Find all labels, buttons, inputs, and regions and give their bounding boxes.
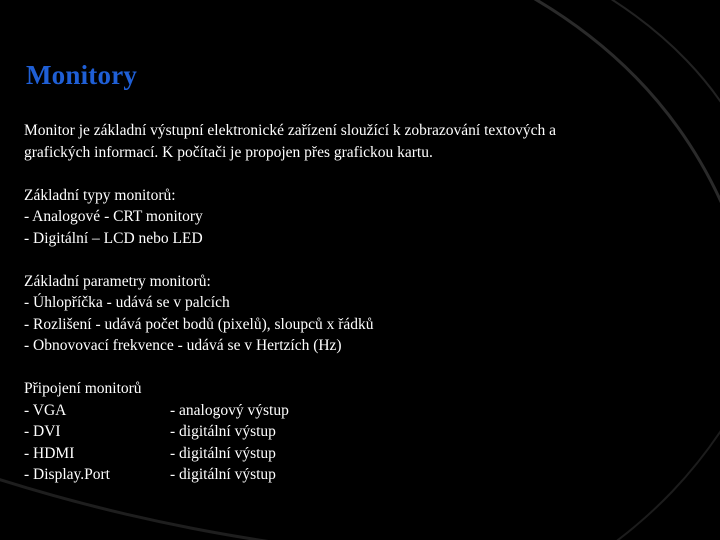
list-item: - Obnovovací frekvence - udává se v Hertzích (Hz)	[24, 337, 342, 354]
connection-port: - DVI	[24, 423, 61, 440]
connection-port: - Display.Port	[24, 466, 110, 483]
connection-type: - analogový výstup	[170, 401, 289, 419]
connection-port: - HDMI	[24, 444, 75, 462]
connections-table	[24, 400, 664, 486]
list-item: - Rozlišení - udává počet bodů (pixelů), sloupců x řádků	[24, 315, 374, 333]
monitor-params-section	[24, 271, 664, 357]
connections-section	[24, 378, 664, 486]
intro-term: Monitor	[24, 122, 75, 139]
connection-port: - VGA	[24, 401, 67, 419]
list-item: - Analogové - CRT monitory	[24, 208, 203, 225]
slide-body	[24, 120, 664, 486]
connection-type: - digitální výstup	[170, 444, 276, 462]
intro-line2: grafických informací. K počítači je propojen přes grafickou kartu.	[24, 143, 433, 161]
list-item: - Úhlopříčka - udává se v palcích	[24, 294, 230, 311]
spacer	[24, 249, 664, 271]
slide-title: Monitory	[26, 60, 138, 90]
intro-paragraph	[24, 120, 664, 163]
section-heading: Základní parametry monitorů:	[24, 272, 211, 290]
spacer	[24, 357, 664, 379]
connection-type: - digitální výstup	[170, 423, 276, 440]
monitor-types-section	[24, 185, 664, 250]
intro-line1: je základní výstupní elektronické zařízení sloužící k zobrazování textových a	[74, 122, 556, 139]
list-item: - Digitální – LCD nebo LED	[24, 229, 203, 247]
section-heading: Připojení monitorů	[24, 380, 142, 397]
spacer	[24, 163, 664, 185]
section-heading: Základní typy monitorů:	[24, 186, 176, 204]
connection-type: - digitální výstup	[170, 466, 276, 483]
